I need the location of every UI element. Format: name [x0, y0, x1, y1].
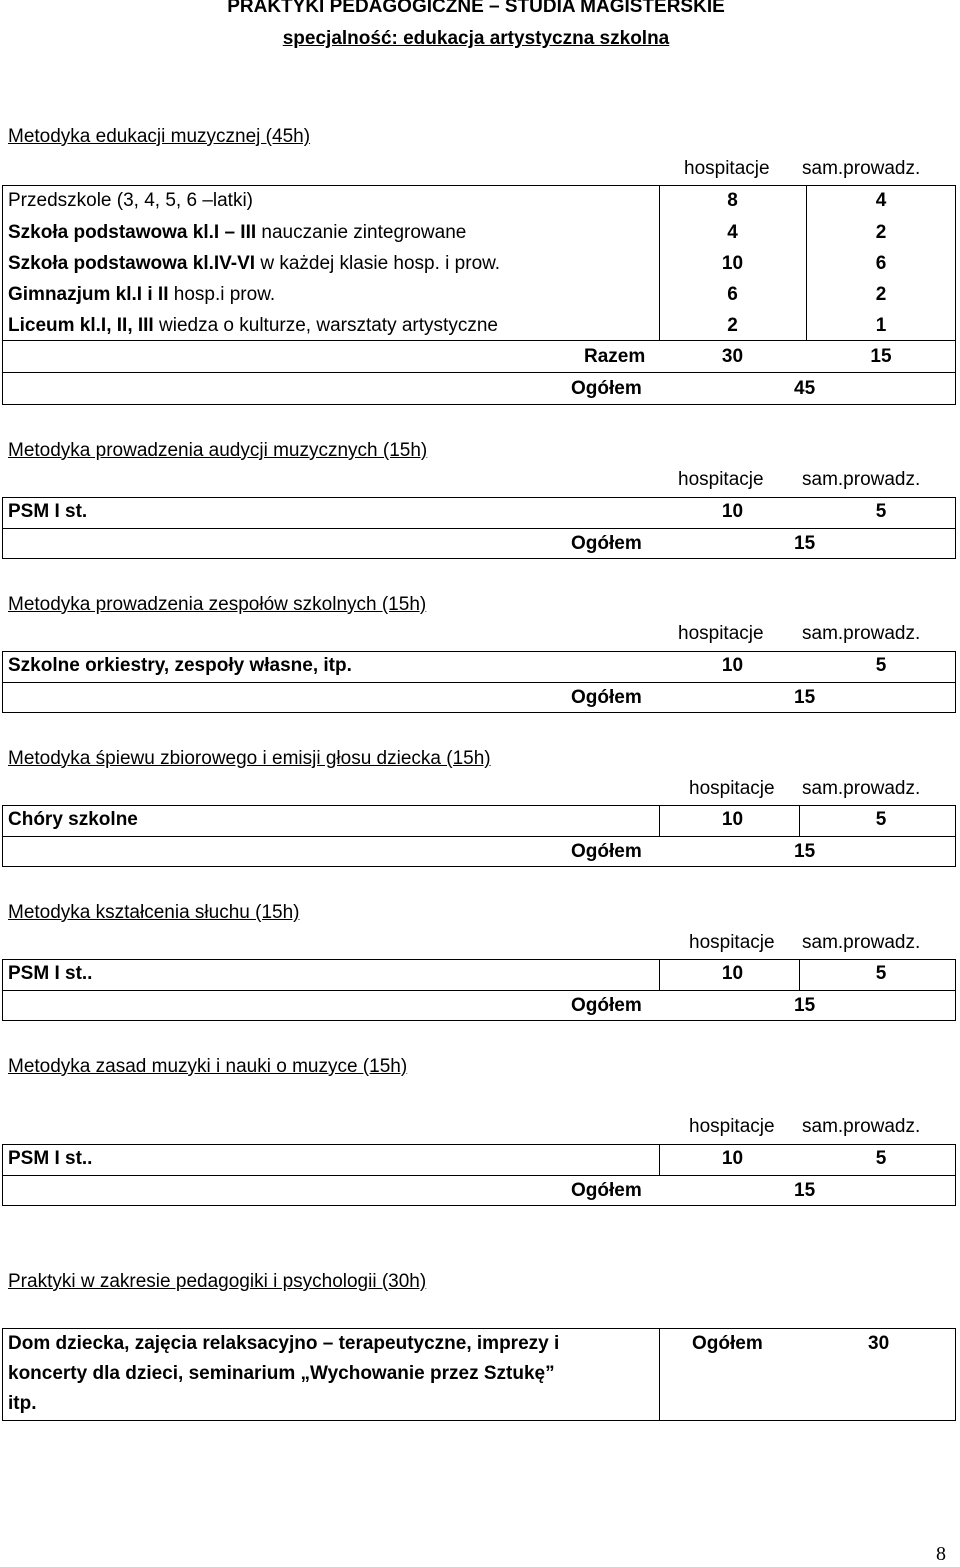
table-row: PSM I st. [8, 501, 88, 522]
table-row: Gimnazjum kl.I i II hosp.i prow. [8, 284, 276, 305]
section-title-spiew: Metodyka śpiewu zbiorowego i emisji głosu dziecka (15h) [8, 748, 491, 769]
page-title: PRAKTYKI PEDAGOGICZNE – STUDIA MAGISTERSKIE [227, 0, 725, 17]
column-header-hospitacje: hospitacje [684, 158, 770, 179]
sam-prowadz-value: 5 [875, 963, 887, 984]
table-row: Szkoła podstawowa kl.I – III nauczanie zintegrowane [8, 222, 467, 243]
ogolem-value: 15 [794, 995, 816, 1016]
hospitacje-value: 10 [721, 501, 744, 522]
sam-prowadz-value: 5 [875, 501, 887, 522]
ogolem-label: Ogółem [571, 1180, 642, 1201]
hospitacje-value: 2 [727, 315, 738, 336]
razem-hospitacje: 30 [721, 346, 744, 367]
hospitacje-value: 10 [721, 253, 744, 274]
column-divider [659, 1328, 660, 1421]
razem-sam-prowadz: 15 [870, 346, 892, 367]
hospitacje-value: 10 [721, 963, 744, 984]
table-row: Szkoła podstawowa kl.IV-VI w każdej klasie hosp. i prow. [8, 253, 501, 274]
table-row: Chóry szkolne [8, 809, 138, 830]
row-divider [2, 372, 956, 373]
sam-prowadz-value: 5 [875, 809, 887, 830]
razem-label: Razem [584, 346, 646, 367]
ogolem-label: Ogółem [571, 995, 642, 1016]
section-title-zasady-muzyki: Metodyka zasad muzyki i nauki o muzyce (15h) [8, 1056, 408, 1077]
table-row: Przedszkole (3, 4, 5, 6 –latki) [8, 190, 254, 211]
ogolem-label: Ogółem [571, 378, 642, 399]
table-row: Liceum kl.I, II, III wiedza o kulturze, warsztaty artystyczne [8, 315, 498, 336]
page-number: 8 [936, 1543, 946, 1565]
ogolem-value: 45 [794, 378, 816, 399]
sam-prowadz-value: 4 [875, 190, 887, 211]
sam-prowadz-value: 2 [875, 284, 887, 305]
sam-prowadz-value: 6 [875, 253, 887, 274]
ogolem-value: 30 [868, 1333, 890, 1354]
sam-prowadz-value: 5 [875, 1148, 887, 1169]
column-header-sam-prowadz: sam.prowadz. [802, 932, 921, 953]
section-title-zespoly: Metodyka prowadzenia zespołów szkolnych (15h) [8, 594, 427, 615]
section-title-audycje: Metodyka prowadzenia audycji muzycznych (15h) [8, 440, 428, 461]
column-header-hospitacje: hospitacje [689, 1116, 775, 1137]
column-header-hospitacje: hospitacje [689, 778, 775, 799]
table-row: Szkolne orkiestry, zespoły własne, itp. [8, 655, 352, 676]
table-row: PSM I st.. [8, 963, 93, 984]
ogolem-label: Ogółem [571, 841, 642, 862]
column-header-hospitacje: hospitacje [689, 932, 775, 953]
hospitacje-value: 10 [721, 809, 744, 830]
column-header-sam-prowadz: sam.prowadz. [802, 469, 921, 490]
ogolem-label: Ogółem [571, 687, 642, 708]
ogolem-label: Ogółem [571, 533, 642, 554]
hospitacje-value: 10 [721, 655, 744, 676]
hospitacje-value: 10 [721, 1148, 744, 1169]
hospitacje-value: 6 [727, 284, 738, 305]
sam-prowadz-value: 2 [875, 222, 887, 243]
column-header-sam-prowadz: sam.prowadz. [802, 158, 921, 179]
ogolem-value: 15 [794, 841, 816, 862]
ogolem-value: 15 [794, 1180, 816, 1201]
column-header-sam-prowadz: sam.prowadz. [802, 778, 921, 799]
hospitacje-value: 8 [727, 190, 738, 211]
table-row: PSM I st.. [8, 1148, 93, 1169]
column-header-sam-prowadz: sam.prowadz. [802, 1116, 921, 1137]
column-header-sam-prowadz: sam.prowadz. [802, 623, 921, 644]
sam-prowadz-value: 5 [875, 655, 887, 676]
column-header-hospitacje: hospitacje [678, 469, 764, 490]
practice-description: Dom dziecka, zajęcia relaksacyjno – terapeutyczne, imprezy i koncerty dla dzieci, seminarium „Wychowanie przez Sztukę” itp. [8, 1333, 560, 1414]
ogolem-value: 15 [794, 687, 816, 708]
section-title-pedagogika: Praktyki w zakresie pedagogiki i psychologii (30h) [8, 1271, 427, 1292]
page-subtitle: specjalność: edukacja artystyczna szkolna [282, 28, 670, 49]
ogolem-value: 15 [794, 533, 816, 554]
ogolem-label: Ogółem [692, 1333, 763, 1354]
section-title-sluch: Metodyka kształcenia słuchu (15h) [8, 902, 300, 923]
sam-prowadz-value: 1 [875, 315, 887, 336]
column-header-hospitacje: hospitacje [678, 623, 764, 644]
section-title-music-education: Metodyka edukacji muzycznej (45h) [8, 126, 311, 147]
hospitacje-value: 4 [727, 222, 738, 243]
